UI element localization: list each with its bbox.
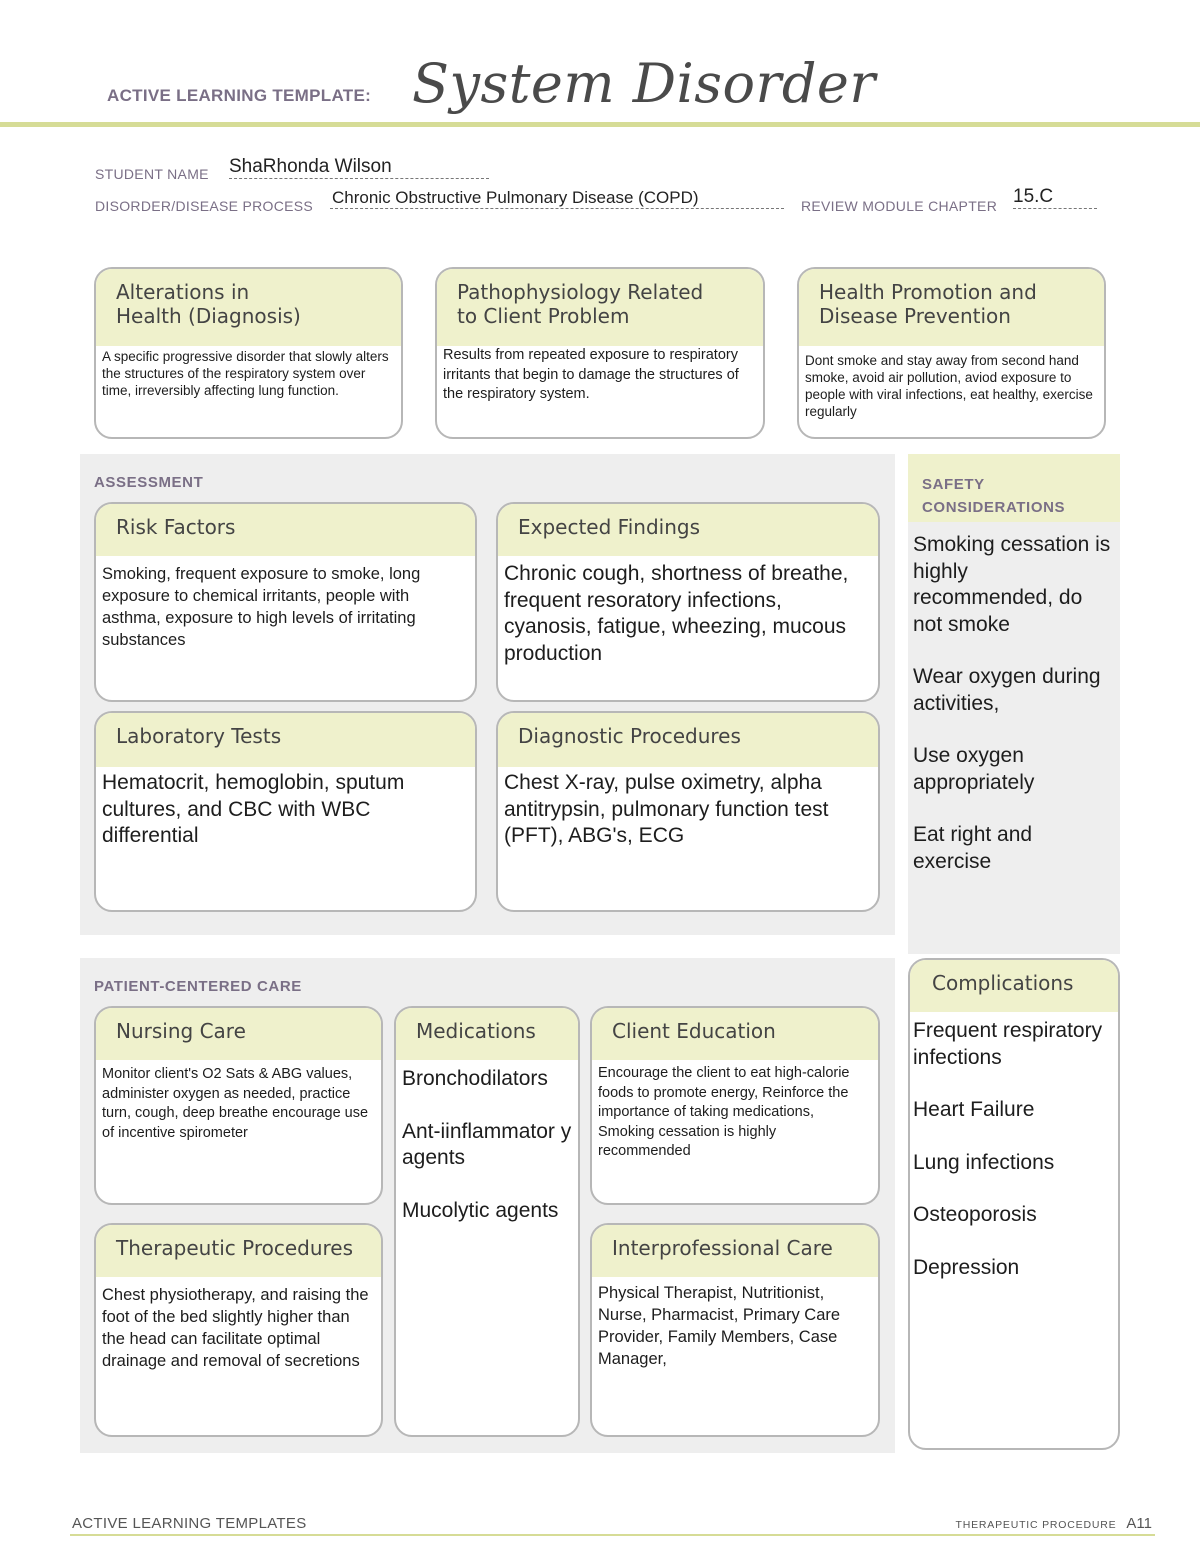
- complication-item[interactable]: Osteoporosis: [913, 1203, 1037, 1226]
- complication-item[interactable]: Frequent respiratory infections: [913, 1019, 1103, 1069]
- expected-findings-box: [496, 502, 880, 702]
- assessment-label: ASSESSMENT: [94, 474, 204, 491]
- footer-left-text: ACTIVE LEARNING TEMPLATES: [72, 1515, 307, 1532]
- complications-box: [908, 958, 1120, 1450]
- client-education-box: [590, 1006, 880, 1205]
- complications-list: [910, 1012, 1118, 1281]
- client-education-text[interactable]: Encourage the client to eat high-calorie foods to promote energy, Reinforce the importance of taking medications, Smoking cessation is highly recommended: [598, 1065, 850, 1159]
- template-title: System Disorder: [412, 52, 876, 115]
- disorder-label: DISORDER/DISEASE PROCESS: [95, 198, 314, 214]
- therapeutic-procedures-text[interactable]: Chest physiotherapy, and raising the foot of the bed slightly higher than the head can facilitate optimal drainage and removal of secretions: [102, 1286, 369, 1370]
- safety-list: [913, 532, 1113, 901]
- laboratory-tests-text[interactable]: Hematocrit, hemoglobin, sputum cultures, and CBC with WBC differential: [102, 771, 405, 847]
- pathophysiology-heading: Pathophysiology Related to Client Problem: [437, 269, 763, 346]
- pathophysiology-box: [435, 267, 765, 439]
- complication-item[interactable]: Heart Failure: [913, 1098, 1035, 1121]
- interprofessional-care-box: [590, 1223, 880, 1437]
- template-label: ACTIVE LEARNING TEMPLATE:: [107, 86, 372, 105]
- student-name-label: STUDENT NAME: [95, 166, 209, 182]
- health-promotion-text[interactable]: Dont smoke and stay away from second hand smoke, avoid air pollution, aviod exposure to people with viral infections, eat healthy, exercise regularly: [805, 353, 1093, 419]
- nursing-care-heading: Nursing Care: [96, 1008, 381, 1060]
- patient-centered-care-label: PATIENT-CENTERED CARE: [94, 978, 302, 995]
- complication-item[interactable]: Lung infections: [913, 1150, 1055, 1174]
- risk-factors-text[interactable]: Smoking, frequent exposure to smoke, long exposure to chemical irritants, people with asthma, exposure to high levels of irritating substances: [102, 565, 421, 649]
- footer-section-label: THERAPEUTIC PROCEDURE: [955, 1519, 1117, 1531]
- diagnostic-procedures-text[interactable]: Chest X-ray, pulse oximetry, alpha antitrypsin, pulmonary function test (PFT), ABG's, ECG: [504, 771, 829, 847]
- medications-box: [394, 1006, 580, 1437]
- medication-item[interactable]: Bronchodilators: [402, 1067, 548, 1090]
- diagnostic-procedures-heading: Diagnostic Procedures: [498, 713, 878, 767]
- alterations-text[interactable]: A specific progressive disorder that slowly alters the structures of the respiratory system over time, irreversibly affecting lung function.: [102, 349, 389, 398]
- student-name-field[interactable]: ShaRhonda Wilson: [229, 156, 489, 179]
- medication-item[interactable]: Ant-iinflammator y agents: [402, 1119, 572, 1169]
- medications-heading: Medications: [396, 1008, 578, 1060]
- footer-right: [956, 1515, 1152, 1532]
- pathophysiology-text[interactable]: Results from repeated exposure to respiratory irritants that begin to damage the structures of the respiratory system.: [443, 347, 739, 402]
- therapeutic-procedures-box: [94, 1223, 383, 1437]
- diagnostic-procedures-box: [496, 711, 880, 912]
- medication-item[interactable]: Mucolytic agents: [402, 1198, 559, 1222]
- risk-factors-box: [94, 502, 477, 702]
- interprofessional-care-text[interactable]: Physical Therapist, Nutritionist, Nurse, Pharmacist, Primary Care Provider, Family Members, Case Manager,: [598, 1284, 841, 1368]
- expected-findings-heading: Expected Findings: [498, 504, 878, 556]
- interprofessional-care-heading: Interprofessional Care: [592, 1225, 878, 1277]
- footer-rule: [70, 1534, 1155, 1536]
- alterations-heading: Alterations in Health (Diagnosis): [96, 269, 401, 346]
- health-promotion-box: [797, 267, 1106, 439]
- disorder-field[interactable]: Chronic Obstructive Pulmonary Disease (COPD): [330, 188, 784, 209]
- laboratory-tests-heading: Laboratory Tests: [96, 713, 475, 767]
- client-education-heading: Client Education: [592, 1008, 878, 1060]
- medications-list: [396, 1060, 578, 1224]
- therapeutic-procedures-heading: Therapeutic Procedures: [96, 1225, 381, 1277]
- safety-item[interactable]: Eat right and exercise: [913, 823, 1033, 873]
- complications-heading: Complications: [910, 960, 1118, 1012]
- review-module-field[interactable]: 15.C: [1013, 186, 1097, 209]
- health-promotion-heading: Health Promotion and Disease Prevention: [799, 269, 1104, 346]
- safety-label: SAFETY CONSIDERATIONS: [922, 476, 1066, 516]
- page-number: A11: [1126, 1515, 1152, 1532]
- review-module-label: REVIEW MODULE CHAPTER: [801, 198, 998, 214]
- complication-item[interactable]: Depression: [913, 1255, 1020, 1279]
- safety-item[interactable]: Wear oxygen during activities,: [913, 665, 1101, 715]
- nursing-care-text[interactable]: Monitor client's O2 Sats & ABG values, administer oxygen as needed, practice turn, cough, deep breathe encourage use of incentive spirometer: [102, 1066, 369, 1141]
- laboratory-tests-box: [94, 711, 477, 912]
- expected-findings-text[interactable]: Chronic cough, shortness of breathe, frequent resoratory infections, cyanosis, fatigue, wheezing, mucous production: [504, 562, 849, 665]
- alterations-box: [94, 267, 403, 439]
- risk-factors-heading: Risk Factors: [96, 504, 475, 556]
- nursing-care-box: [94, 1006, 383, 1205]
- safety-item[interactable]: Smoking cessation is highly recommended, do not smoke: [913, 533, 1111, 636]
- safety-item[interactable]: Use oxygen appropriately: [913, 744, 1035, 794]
- header-rule: [0, 122, 1200, 127]
